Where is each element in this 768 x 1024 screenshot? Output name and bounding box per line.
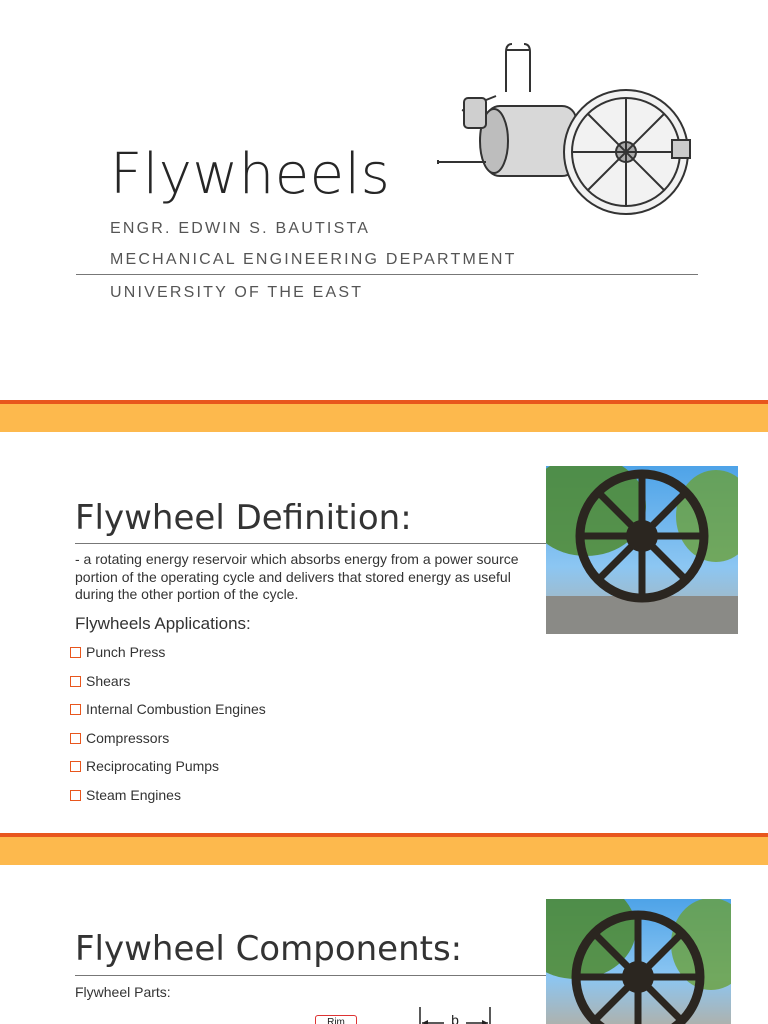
list-item: Internal Combustion Engines [70, 701, 266, 730]
list-item: Punch Press [70, 644, 266, 673]
checkbox-bullet-icon [70, 761, 81, 772]
university-name: UNIVERSITY OF THE EAST [110, 284, 364, 301]
slide-title: Flywheel Components: [75, 929, 463, 969]
title-underline [75, 975, 547, 976]
list-item: Reciprocating Pumps [70, 758, 266, 787]
slide-separator-band [0, 833, 768, 865]
definition-slide [0, 432, 768, 832]
title-underline [75, 543, 547, 544]
components-slide [0, 865, 768, 1024]
title-slide [0, 0, 768, 400]
list-item: Compressors [70, 730, 266, 759]
author-name: ENGR. EDWIN S. BAUTISTA [110, 220, 371, 237]
checkbox-bullet-icon [70, 676, 81, 687]
checkbox-bullet-icon [70, 790, 81, 801]
checkbox-bullet-icon [70, 704, 81, 715]
applications-list [70, 644, 266, 815]
parts-label: Flywheel Parts: [75, 984, 171, 1000]
flywheel-photo [546, 466, 738, 634]
applications-heading: Flywheels Applications: [75, 614, 251, 633]
title-divider [76, 274, 698, 275]
steam-engine-flywheel-sketch [436, 36, 698, 230]
checkbox-bullet-icon [70, 733, 81, 744]
slide-title: Flywheel Definition: [75, 498, 412, 538]
presentation-title: Flywheels [110, 142, 391, 207]
dimension-marker [418, 1007, 492, 1024]
checkbox-bullet-icon [70, 647, 81, 658]
flywheel-photo [546, 899, 731, 1024]
dimension-label: b [451, 1012, 459, 1024]
list-item: Steam Engines [70, 787, 266, 816]
list-item: Shears [70, 673, 266, 702]
definition-text: - a rotating energy reservoir which absorbs energy from a power source portion of the operating cycle and delivers that stored energy as useful during the other portion of the cycle. [75, 551, 519, 602]
rim-callout: Rim [315, 1015, 357, 1024]
slide-separator-band [0, 400, 768, 432]
department-name: MECHANICAL ENGINEERING DEPARTMENT [110, 251, 517, 268]
